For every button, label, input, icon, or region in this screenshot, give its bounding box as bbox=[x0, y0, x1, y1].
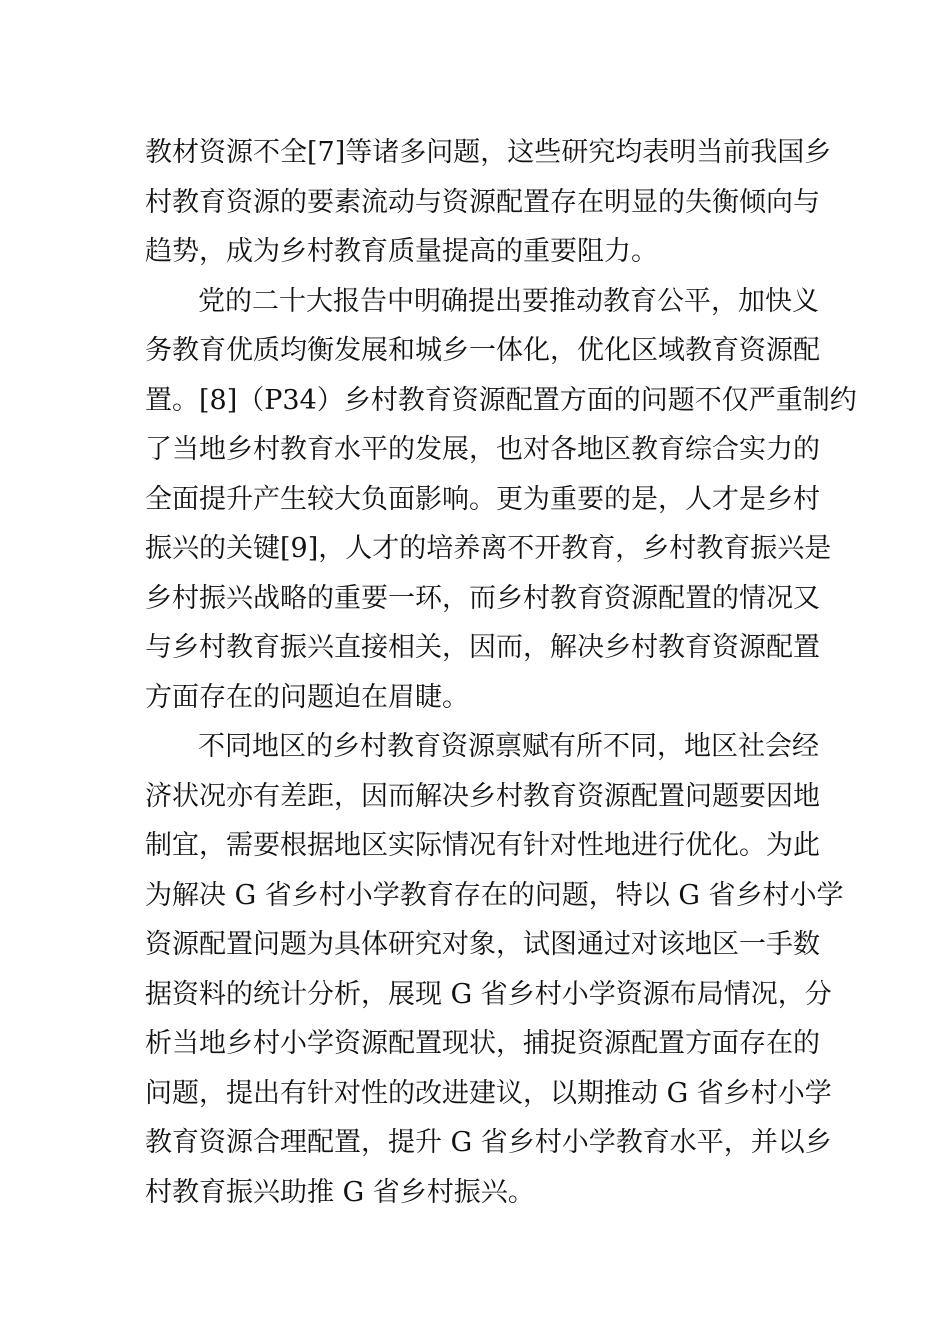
text-line: 务教育优质均衡发展和城乡一体化，优化区域教育资源配 bbox=[145, 335, 820, 366]
text-line: 振兴的关键[9]，人才的培养离不开教育，乡村教育振兴是 bbox=[145, 533, 832, 564]
text-line: 全面提升产生较大负面影响。更为重要的是，人才是乡村 bbox=[145, 483, 820, 515]
text-line: 教育资源合理配置，提升 G 省乡村小学教育水平，并以乡 bbox=[145, 1127, 832, 1158]
text-line: 析当地乡村小学资源配置现状，捕捉资源配置方面存在的 bbox=[145, 1028, 820, 1059]
text-line: 为解决 G 省乡村小学教育存在的问题，特以 G 省乡村小学 bbox=[145, 879, 844, 911]
text-line: 教材资源不全[7]等诸多问题，这些研究均表明当前我国乡 bbox=[145, 137, 832, 168]
paragraph bbox=[145, 128, 832, 277]
text-line: 村教育振兴助推 G 省乡村振兴。 bbox=[145, 1176, 535, 1208]
text-line: 资源配置问题为具体研究对象，试图通过对该地区一手数 bbox=[145, 929, 820, 960]
text-line: 据资料的统计分析，展现 G 省乡村小学资源布局情况，分 bbox=[145, 978, 832, 1010]
text-line: 济状况亦有差距，因而解决乡村教育资源配置问题要因地 bbox=[145, 780, 820, 812]
text-line: 置。[8]（P34）乡村教育资源配置方面的问题不仅严重制约 bbox=[145, 384, 857, 416]
text-line: 了当地乡村教育水平的发展，也对各地区教育综合实力的 bbox=[145, 434, 820, 465]
text-line: 与乡村教育振兴直接相关，因而，解决乡村教育资源配置 bbox=[145, 632, 820, 663]
text-line: 趋势，成为乡村教育质量提高的重要阻力。 bbox=[145, 236, 658, 267]
text-line: 乡村振兴战略的重要一环，而乡村教育资源配置的情况又 bbox=[145, 582, 820, 614]
paragraph bbox=[145, 722, 844, 1217]
paragraph bbox=[145, 277, 857, 723]
text-line: 制宜，需要根据地区实际情况有针对性地进行优化。为此 bbox=[145, 830, 820, 861]
text-line: 党的二十大报告中明确提出要推动教育公平，加快义 bbox=[198, 285, 819, 317]
text-line: 问题，提出有针对性的改进建议，以期推动 G 省乡村小学 bbox=[145, 1077, 832, 1109]
body-text bbox=[145, 128, 857, 1217]
text-line: 不同地区的乡村教育资源禀赋有所不同，地区社会经 bbox=[198, 731, 819, 762]
text-line: 方面存在的问题迫在眉睫。 bbox=[145, 681, 469, 713]
text-line: 村教育资源的要素流动与资源配置存在明显的失衡倾向与 bbox=[145, 186, 820, 218]
